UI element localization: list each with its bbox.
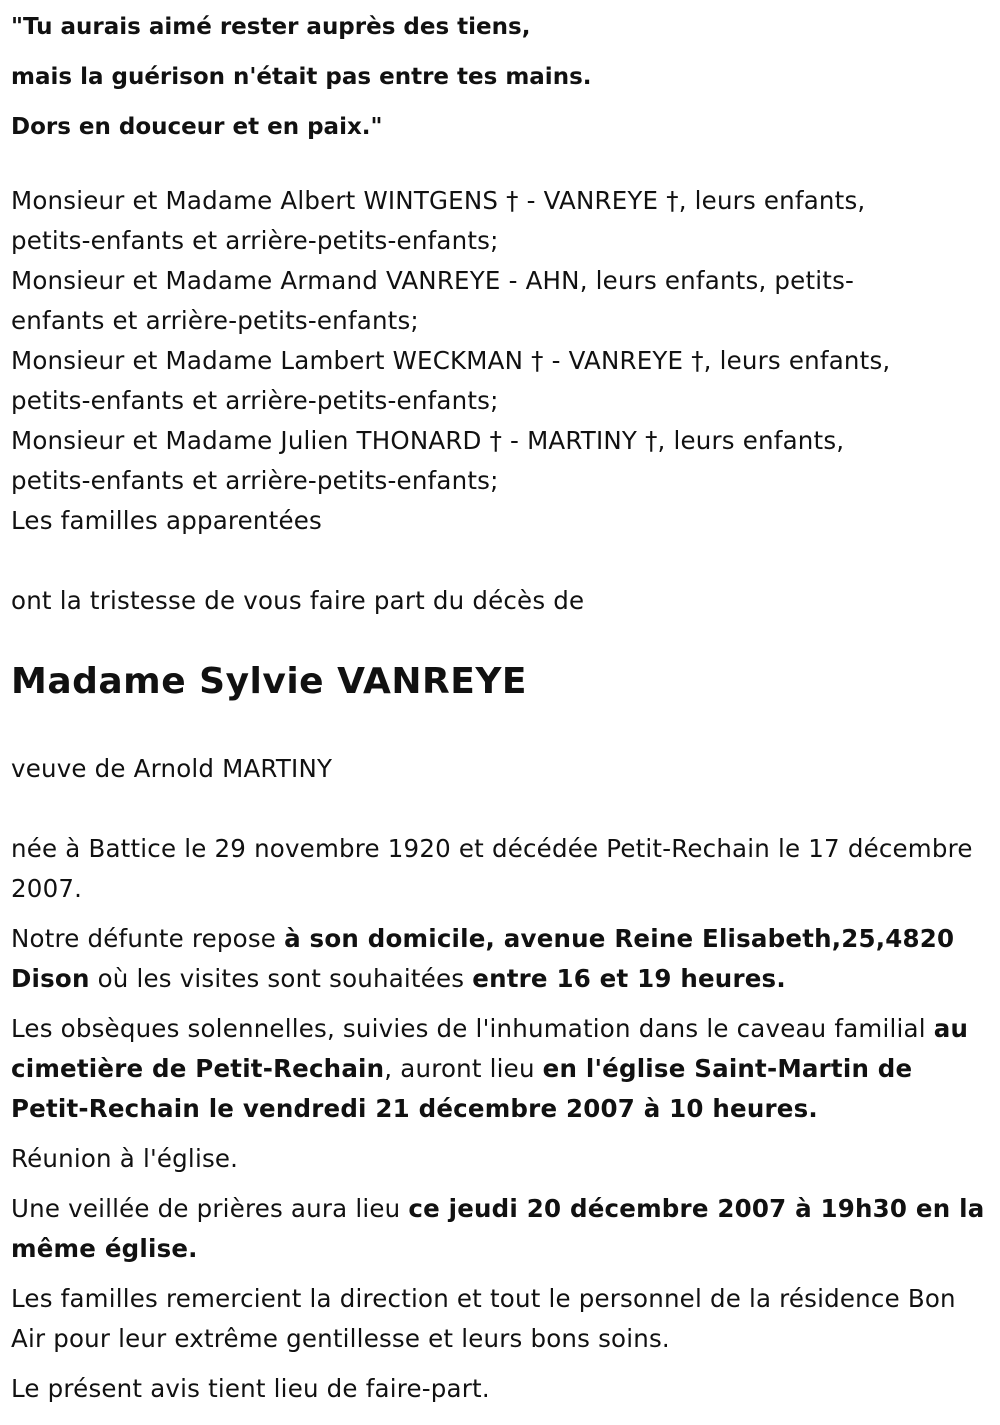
cross-icon: † xyxy=(645,426,658,455)
reunion-info: Réunion à l'église. xyxy=(11,1144,239,1173)
announcement-intro: ont la tristesse de vous faire part du décès de xyxy=(11,586,585,615)
cross-icon: † xyxy=(691,346,704,375)
family-entry: Les familles apparentées xyxy=(11,506,322,535)
quote-line: Dors en douceur et en paix." xyxy=(11,114,383,140)
family-entry: Monsieur et Madame Albert WINTGENS † - VANREYE †, leurs enfants, petits-enfants et arrière-petits-enfants; xyxy=(11,186,866,255)
quote-line: mais la guérison n'était pas entre tes mains. xyxy=(11,64,592,90)
family-entry: Monsieur et Madame Lambert WECKMAN † - VANREYE †, leurs enfants, petits-enfants et arrière-petits-enfants; xyxy=(11,346,891,415)
quote-line: "Tu aurais aimé rester auprès des tiens, xyxy=(11,14,531,40)
deceased-name: Madame Sylvie VANREYE xyxy=(11,661,528,702)
cross-icon: † xyxy=(666,186,679,215)
cross-icon: † xyxy=(531,346,544,375)
birth-death-info: née à Battice le 29 novembre 1920 et décédée Petit-Rechain le 17 décembre 2007. xyxy=(11,834,973,903)
family-entry: Monsieur et Madame Julien THONARD † - MARTINY †, leurs enfants, petits-enfants et arrière-petits-enfants; xyxy=(11,426,845,495)
repose-info: Notre défunte repose à son domicile, avenue Reine Elisabeth,25,4820 Dison où les visites sont souhaitées entre 16 et 19 heures. xyxy=(11,924,955,993)
obituary-notice xyxy=(11,0,996,1409)
vigil-info: Une veillée de prières aura lieu ce jeudi 20 décembre 2007 à 19h30 en la même église. xyxy=(11,1194,985,1263)
notice-statement: Le présent avis tient lieu de faire-part. xyxy=(11,1374,490,1403)
epitaph-quote xyxy=(11,2,996,152)
family-list xyxy=(11,181,996,541)
family-entry: Monsieur et Madame Armand VANREYE - AHN, leurs enfants, petits- enfants et arrière-petits-enfants; xyxy=(11,266,855,335)
widow-of: veuve de Arnold MARTINY xyxy=(11,754,333,783)
thanks-message: Les familles remercient la direction et tout le personnel de la résidence Bon Air pour leur extrême gentillesse et leurs bons soins. xyxy=(11,1284,956,1353)
funeral-info: Les obsèques solennelles, suivies de l'inhumation dans le caveau familial au cimetière de Petit-Rechain, auront lieu en l'église Saint-Martin de Petit-Rechain le vendredi 21 décembre 2007 à 10 heures. xyxy=(11,1014,969,1123)
cross-icon: † xyxy=(506,186,519,215)
cross-icon: † xyxy=(489,426,503,455)
